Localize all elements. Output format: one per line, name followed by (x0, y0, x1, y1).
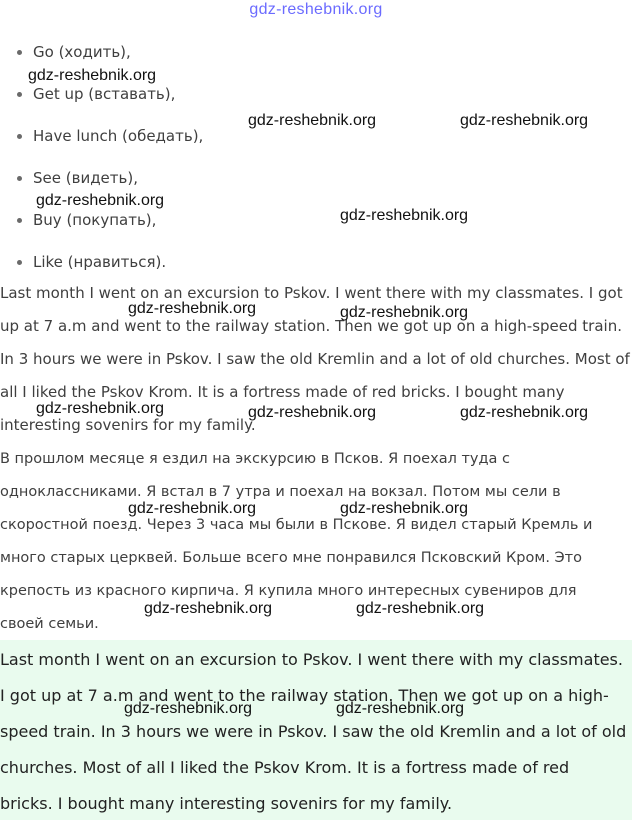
text-line: up at 7 a.m and went to the railway station. Then we got up on a high-speed train. (0, 317, 622, 335)
list-item: See (видеть), (0, 160, 203, 202)
watermark: gdz-reshebnik.org (340, 304, 469, 321)
answer-paragraph (0, 642, 632, 822)
watermark: gdz-reshebnik.org (460, 112, 589, 129)
watermark: gdz-reshebnik.org (124, 700, 253, 717)
watermark: gdz-reshebnik.org (356, 600, 485, 617)
list-item: Get up (вставать), (0, 76, 203, 118)
text-line: В прошлом месяце я ездил на экскурсию в Псков. Я поехал туда с (0, 451, 510, 467)
text-line: Last month I went on an excursion to Pskov. I went there with my classmates. I got (0, 284, 623, 302)
text-line: bricks. I bought many interesting sovenirs for my family. (0, 794, 453, 813)
watermark: gdz-reshebnik.org (128, 300, 257, 317)
list-item: Buy (покупать), (0, 202, 203, 244)
watermark: gdz-reshebnik.org (340, 207, 469, 224)
text-line: churches. Most of all I liked the Pskov Krom. It is a fortress made of red (0, 758, 570, 777)
watermark (248, 4, 376, 22)
watermark: gdz-reshebnik.org (336, 700, 465, 717)
watermark: gdz-reshebnik.org (248, 404, 377, 421)
watermark: gdz-reshebnik.org (128, 500, 257, 517)
watermark: gdz-reshebnik.org (460, 404, 589, 421)
text-line: крепость из красного кирпича. Я купила много интересных сувениров для (0, 583, 577, 599)
text-line: своей семьи. (0, 616, 99, 632)
russian-paragraph (0, 443, 632, 641)
text-line: interesting sovenirs for my family. (0, 416, 256, 434)
watermark: gdz-reshebnik.org (36, 192, 165, 209)
text-line: all I liked the Pskov Krom. It is a fortress made of red bricks. I bought many (0, 383, 565, 401)
text-line: speed train. In 3 hours we were in Pskov. I saw the old Kremlin and a lot of old (0, 722, 627, 741)
text-line: скоростной поезд. Через 3 часа мы были в Пскове. Я видел старый Кремль и (0, 517, 593, 533)
list-item: Like (нравиться). (0, 244, 203, 286)
text-line: одноклассниками. Я встал в 7 утра и поехал на вокзал. Потом мы сели в (0, 484, 561, 500)
list-item: Have lunch (обедать), (0, 118, 203, 160)
text-line: много старых церквей. Больше всего мне понравился Псковский Кром. Это (0, 550, 582, 566)
list-item: Go (ходить), (0, 34, 203, 76)
watermark: gdz-reshebnik.org (36, 400, 165, 417)
watermark: gdz-reshebnik.org (28, 67, 157, 84)
watermark: gdz-reshebnik.org (248, 112, 377, 129)
watermark: gdz-reshebnik.org (144, 600, 273, 617)
watermark: gdz-reshebnik.org (340, 500, 469, 517)
text-line: Last month I went on an excursion to Pskov. I went there with my classmates. (0, 650, 623, 669)
text-line: In 3 hours we were in Pskov. I saw the old Kremlin and a lot of old churches. Most of (0, 350, 630, 368)
text-line: I got up at 7 a.m and went to the railway station. Then we got up on a high- (0, 686, 609, 705)
site-header-watermark: gdz-reshebnik.org (249, 1, 383, 18)
